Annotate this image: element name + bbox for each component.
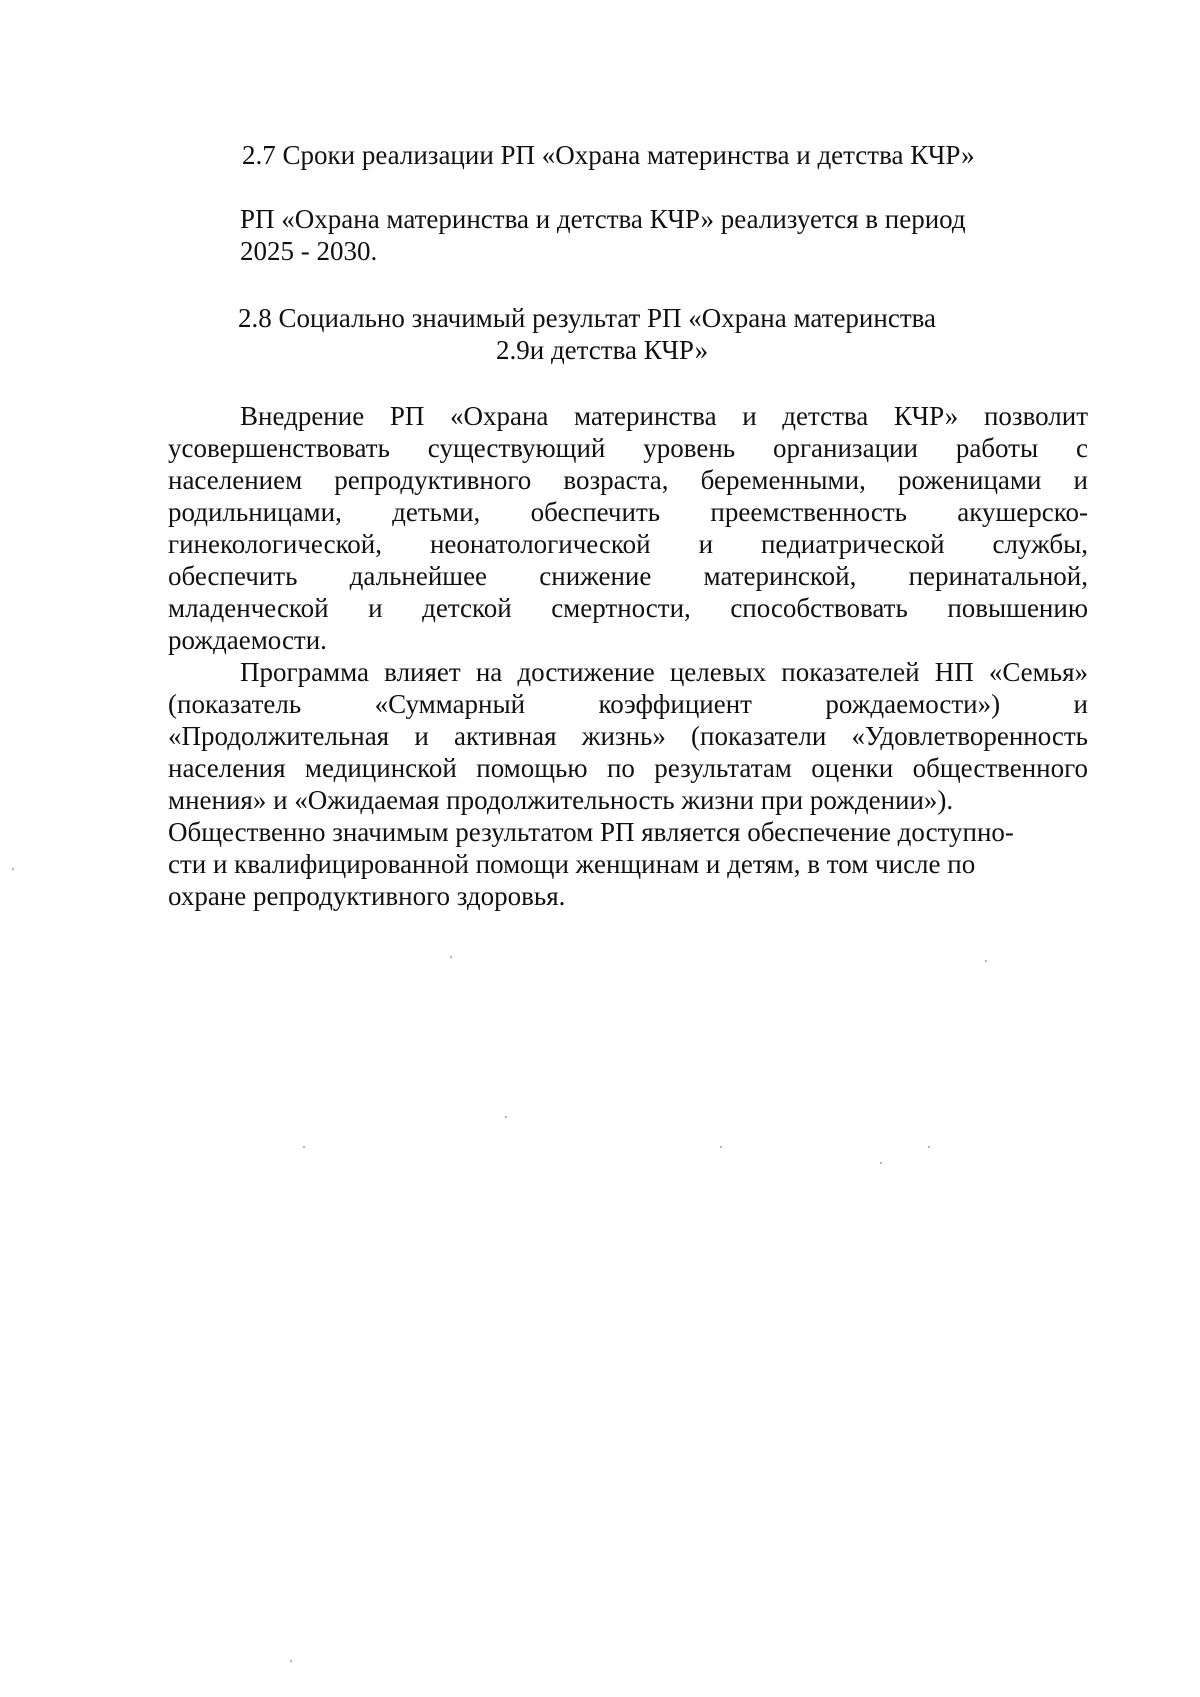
scan-speck bbox=[303, 1146, 305, 1148]
section-heading-2-7: 2.7 Сроки реализации РП «Охрана материнства и детства КЧР» bbox=[242, 140, 975, 170]
paragraph-1-line: гинекологической, неонатологической и педиатрической службы, bbox=[168, 529, 1088, 559]
scan-speck bbox=[450, 956, 452, 958]
paragraph-2-line: (показатель «Суммарный коэффициент рождаемости») и bbox=[168, 689, 1088, 719]
period-text-line-1: РП «Охрана материнства и детства КЧР» реализуется в период bbox=[240, 204, 966, 234]
paragraph-1-line: рождаемости. bbox=[168, 625, 327, 655]
paragraph-1-line: населением репродуктивного возраста, беременными, роженицами и bbox=[168, 465, 1088, 495]
period-text-line-2: 2025 - 2030. bbox=[240, 236, 378, 266]
section-heading-2-8-line-1: 2.8 Социально значимый результат РП «Охрана материнства bbox=[238, 303, 936, 333]
scan-speck bbox=[880, 1162, 882, 1164]
paragraph-1-line: родильницами, детьми, обеспечить преемственность акушерско- bbox=[168, 497, 1088, 527]
scan-speck bbox=[720, 1146, 722, 1148]
section-heading-2-8-line-2: 2.9и детства КЧР» bbox=[496, 335, 709, 365]
paragraph-2-line: «Продолжительная и активная жизнь» (показатели «Удовлетворенность bbox=[168, 721, 1088, 751]
paragraph-2-line: Программа влияет на достижение целевых показателей НП «Семья» bbox=[240, 657, 1088, 687]
scan-speck bbox=[985, 960, 987, 962]
paragraph-2-line: населения медицинской помощью по результатам оценки общественного bbox=[168, 753, 1088, 783]
paragraph-1-line: усовершенствовать существующий уровень организации работы с bbox=[168, 433, 1088, 463]
paragraph-1-line: младенческой и детской смертности, способствовать повышению bbox=[168, 593, 1088, 623]
paragraph-3-line: сти и квалифицированной помощи женщинам и детям, в том числе по bbox=[168, 849, 976, 879]
paragraph-1-line: Внедрение РП «Охрана материнства и детства КЧР» позволит bbox=[240, 401, 1088, 431]
scan-speck bbox=[12, 868, 14, 870]
paragraph-3-line: Общественно значимым результатом РП является обеспечение доступно- bbox=[168, 817, 1014, 847]
scan-speck bbox=[928, 1146, 930, 1148]
paragraph-1-line: обеспечить дальнейшее снижение материнской, перинатальной, bbox=[168, 561, 1088, 591]
paragraph-2-line: мнения» и «Ожидаемая продолжительность жизни при рождении»). bbox=[168, 785, 954, 815]
paragraph-3-line: охране репродуктивного здоровья. bbox=[168, 881, 566, 911]
scan-speck bbox=[505, 1116, 507, 1118]
scan-speck bbox=[290, 1660, 292, 1662]
